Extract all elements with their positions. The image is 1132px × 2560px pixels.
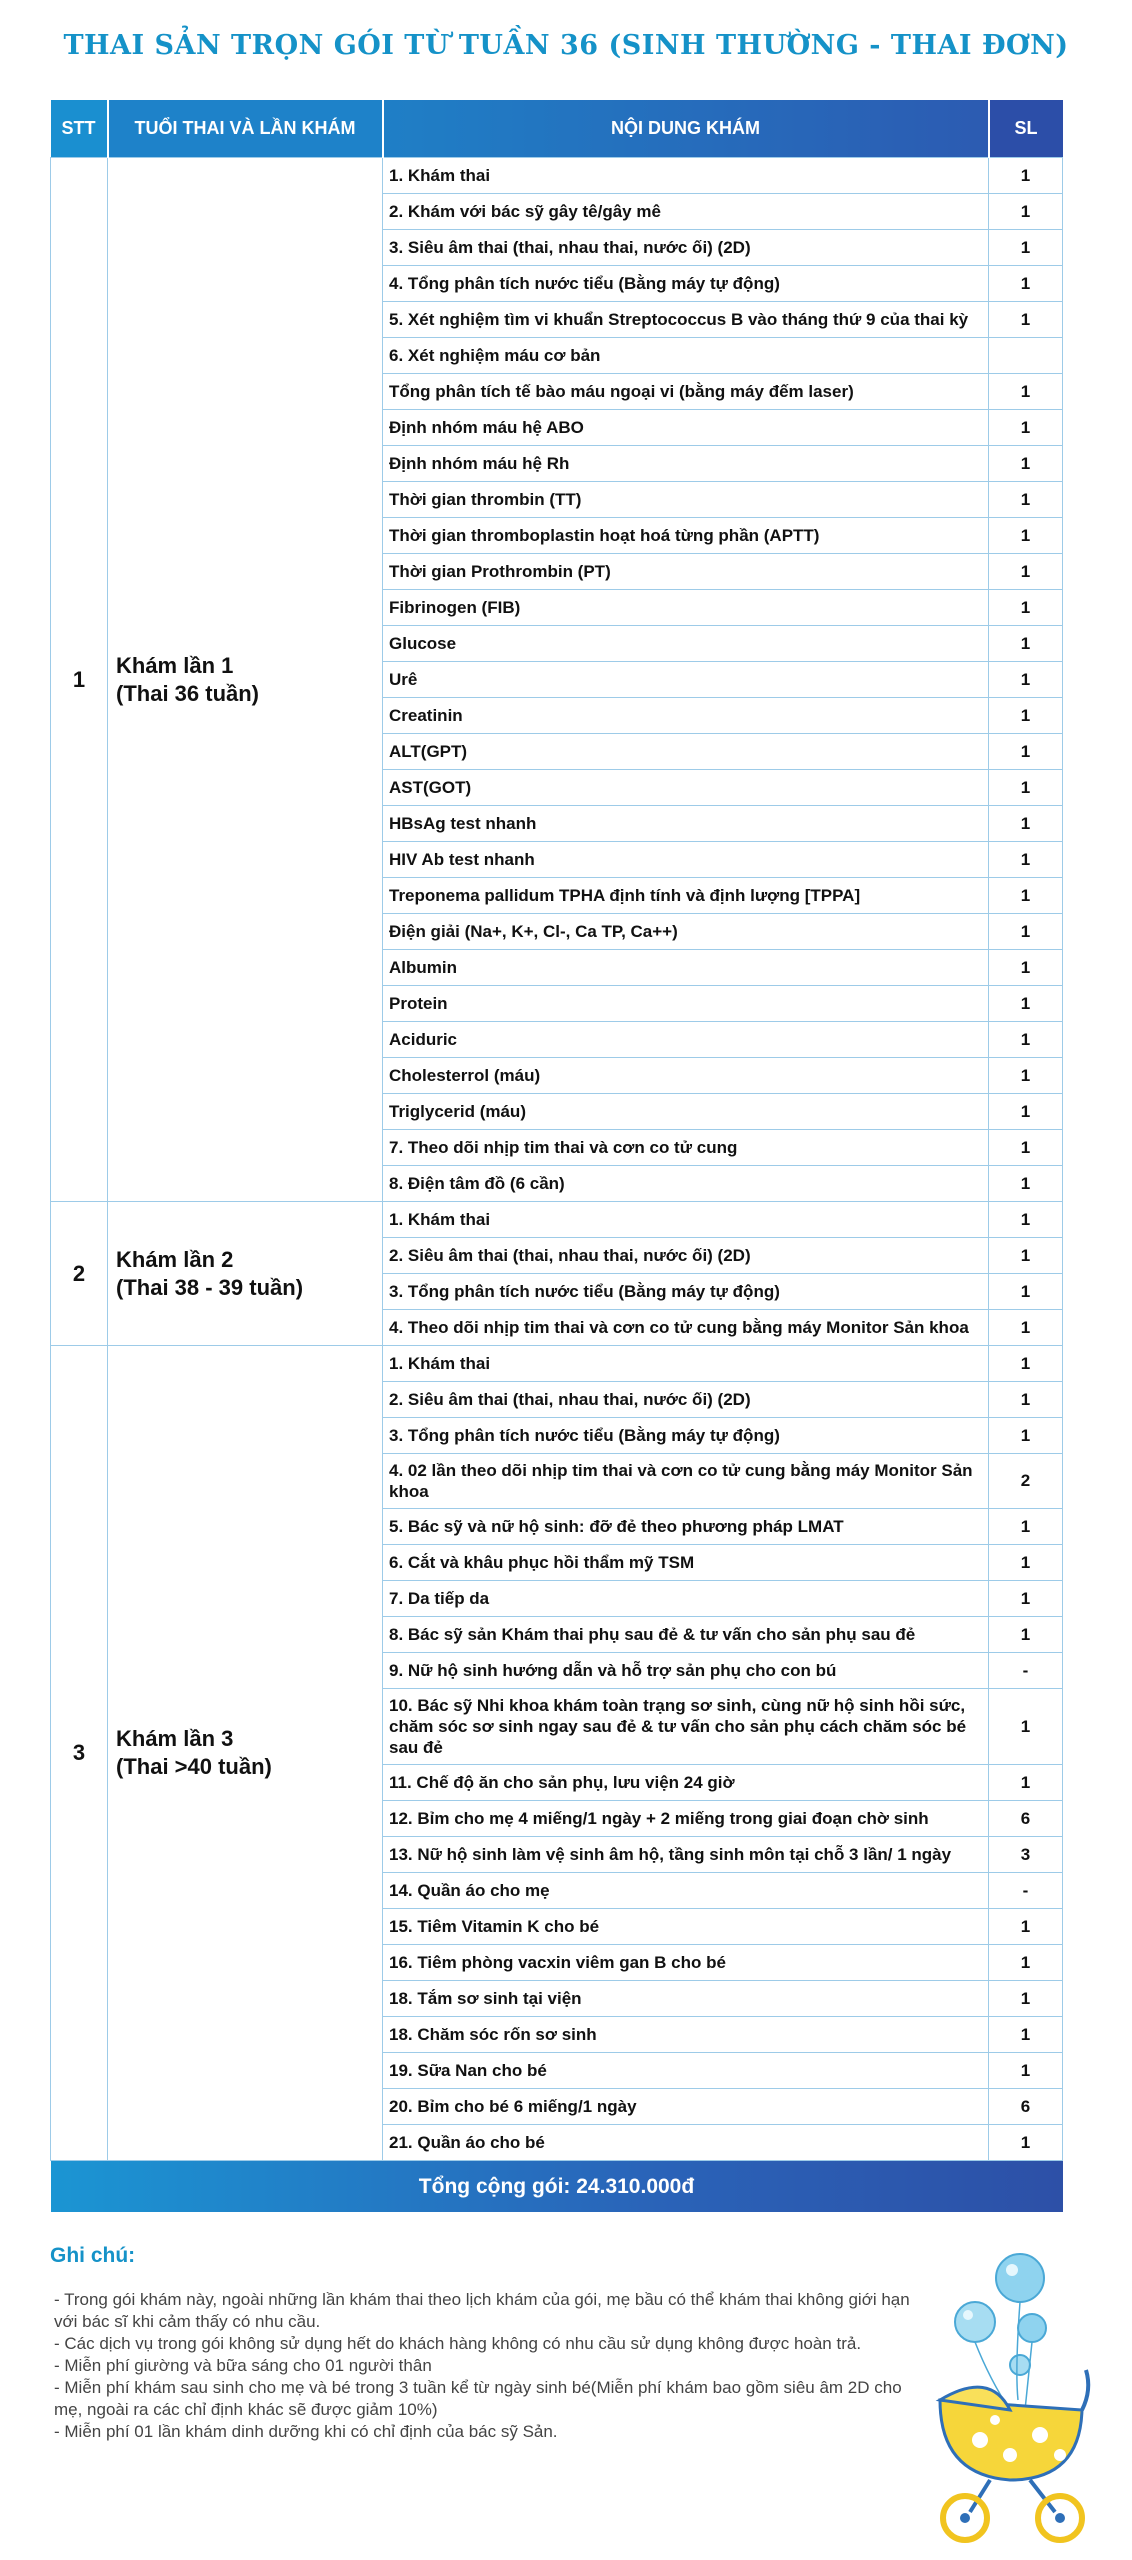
exam-quantity: 1 <box>989 1094 1063 1130</box>
exam-item: 11. Chế độ ăn cho sản phụ, lưu viện 24 giờ <box>383 1765 989 1801</box>
notes-section <box>50 2245 920 2443</box>
visit-week: (Thai 38 - 39 tuần) <box>116 1274 304 1300</box>
exam-item: 4. Tổng phân tích nước tiểu (Bằng máy tự động) <box>383 266 989 302</box>
exam-quantity: 1 <box>989 1274 1063 1310</box>
exam-item: 16. Tiêm phòng vacxin viêm gan B cho bé <box>383 1945 989 1981</box>
exam-quantity: 1 <box>989 914 1063 950</box>
exam-quantity <box>989 338 1063 374</box>
exam-quantity: 1 <box>989 194 1063 230</box>
exam-item: 7. Da tiếp da <box>383 1581 989 1617</box>
exam-item: 5. Xét nghiệm tìm vi khuẩn Streptococcus B vào tháng thứ 9 của thai kỳ <box>383 302 989 338</box>
exam-item: 10. Bác sỹ Nhi khoa khám toàn trạng sơ sinh, cùng nữ hộ sinh hồi sức, chăm sóc sơ sinh ngay sau đẻ & tư vấn cho sản phụ cách chăm sóc bé sau đẻ <box>383 1689 989 1765</box>
exam-item: 2. Khám với bác sỹ gây tê/gây mê <box>383 194 989 230</box>
exam-quantity: 6 <box>989 2089 1063 2125</box>
exam-item: Fibrinogen (FIB) <box>383 590 989 626</box>
visit-cell <box>108 1346 383 2161</box>
exam-quantity: 1 <box>989 1509 1063 1545</box>
exam-quantity: 1 <box>989 2125 1063 2161</box>
exam-quantity: 1 <box>989 1909 1063 1945</box>
exam-item: Tổng phân tích tế bào máu ngoại vi (bằng máy đếm laser) <box>383 374 989 410</box>
exam-quantity: 1 <box>989 626 1063 662</box>
exam-quantity: 1 <box>989 1617 1063 1653</box>
exam-quantity: 1 <box>989 158 1063 194</box>
exam-quantity: 1 <box>989 1310 1063 1346</box>
header-content: NỘI DUNG KHÁM <box>383 100 989 158</box>
exam-quantity: 6 <box>989 1801 1063 1837</box>
exam-item: 2. Siêu âm thai (thai, nhau thai, nước ối) (2D) <box>383 1238 989 1274</box>
exam-item: 8. Bác sỹ sản Khám thai phụ sau đẻ & tư vấn cho sản phụ sau đẻ <box>383 1617 989 1653</box>
exam-quantity: 1 <box>989 734 1063 770</box>
package-table <box>50 100 1063 2212</box>
exam-quantity: 1 <box>989 662 1063 698</box>
exam-item: 6. Cắt và khâu phục hồi thẩm mỹ TSM <box>383 1545 989 1581</box>
note-line: - Trong gói khám này, ngoài những lần khám thai theo lịch khám của gói, mẹ bầu có thể khám thai không giới hạn với bác sĩ khi cảm thấy có nhu cầu. <box>54 2290 910 2331</box>
exam-item: 5. Bác sỹ và nữ hộ sinh: đỡ đẻ theo phương pháp LMAT <box>383 1509 989 1545</box>
total-price: Tổng cộng gói: 24.310.000đ <box>51 2161 1063 2213</box>
notes-title: Ghi chú: <box>50 2244 136 2267</box>
exam-item: 4. 02 lần theo dõi nhịp tim thai và cơn co tử cung bằng máy Monitor Sản khoa <box>383 1454 989 1509</box>
exam-quantity: 1 <box>989 1981 1063 2017</box>
exam-item: 3. Siêu âm thai (thai, nhau thai, nước ối) (2D) <box>383 230 989 266</box>
row-number: 1 <box>51 158 108 1202</box>
exam-item: 1. Khám thai <box>383 1346 989 1382</box>
exam-quantity: 1 <box>989 950 1063 986</box>
exam-quantity: 1 <box>989 1130 1063 1166</box>
exam-quantity: 1 <box>989 1202 1063 1238</box>
exam-item: 9. Nữ hộ sinh hướng dẫn và hỗ trợ sản phụ cho con bú <box>383 1653 989 1689</box>
row-number: 2 <box>51 1202 108 1346</box>
exam-quantity: 1 <box>989 1382 1063 1418</box>
note-line: - Miễn phí 01 lần khám dinh dưỡng khi có chỉ định của bác sỹ Sản. <box>54 2422 558 2441</box>
page-title: THAI SẢN TRỌN GÓI TỪ TUẦN 36 (SINH THƯỜNG - THAI ĐƠN) <box>63 30 1069 61</box>
table-row <box>51 158 1063 194</box>
exam-item: Định nhóm máu hệ Rh <box>383 446 989 482</box>
exam-quantity: 1 <box>989 446 1063 482</box>
exam-quantity: 1 <box>989 482 1063 518</box>
exam-quantity: 1 <box>989 554 1063 590</box>
exam-quantity: 1 <box>989 1346 1063 1382</box>
header-visit: TUỔI THAI VÀ LẦN KHÁM <box>108 100 383 158</box>
exam-item: Protein <box>383 986 989 1022</box>
package-table-wrapper <box>50 100 1062 2212</box>
exam-item: 8. Điện tâm đồ (6 cần) <box>383 1166 989 1202</box>
visit-label: Khám lần 1 <box>116 652 234 678</box>
exam-quantity: 1 <box>989 590 1063 626</box>
exam-item: Cholesterrol (máu) <box>383 1058 989 1094</box>
row-number: 3 <box>51 1346 108 2161</box>
exam-item: Glucose <box>383 626 989 662</box>
exam-quantity: 1 <box>989 1418 1063 1454</box>
exam-quantity: 1 <box>989 806 1063 842</box>
exam-item: Aciduric <box>383 1022 989 1058</box>
exam-quantity: 1 <box>989 1545 1063 1581</box>
header-quantity: SL <box>989 100 1063 158</box>
exam-quantity: 1 <box>989 878 1063 914</box>
total-row <box>51 2161 1063 2213</box>
table-row <box>51 1202 1063 1238</box>
exam-item: 7. Theo dõi nhịp tim thai và cơn co tử cung <box>383 1130 989 1166</box>
exam-quantity: 1 <box>989 518 1063 554</box>
exam-quantity: 1 <box>989 1238 1063 1274</box>
note-line: - Các dịch vụ trong gói không sử dụng hết do khách hàng không có nhu cầu sử dụng không được hoàn trả. <box>54 2334 862 2353</box>
exam-item: 15. Tiêm Vitamin K cho bé <box>383 1909 989 1945</box>
exam-quantity: - <box>989 1653 1063 1689</box>
exam-quantity: 1 <box>989 1022 1063 1058</box>
baby-stroller-icon <box>900 2250 1100 2550</box>
exam-item: 1. Khám thai <box>383 158 989 194</box>
exam-quantity: 1 <box>989 1689 1063 1765</box>
exam-item: Thời gian Prothrombin (PT) <box>383 554 989 590</box>
exam-item: Urê <box>383 662 989 698</box>
exam-quantity: 1 <box>989 302 1063 338</box>
exam-item: 13. Nữ hộ sinh làm vệ sinh âm hộ, tầng sinh môn tại chỗ 3 lần/ 1 ngày <box>383 1837 989 1873</box>
exam-quantity: 1 <box>989 842 1063 878</box>
exam-quantity: 1 <box>989 986 1063 1022</box>
exam-quantity: 1 <box>989 1166 1063 1202</box>
header-stt: STT <box>51 100 108 158</box>
exam-item: Triglycerid (máu) <box>383 1094 989 1130</box>
exam-item: 18. Chăm sóc rốn sơ sinh <box>383 2017 989 2053</box>
exam-quantity: 1 <box>989 1945 1063 1981</box>
exam-item: 21. Quần áo cho bé <box>383 2125 989 2161</box>
visit-cell <box>108 1202 383 1346</box>
exam-item: 19. Sữa Nan cho bé <box>383 2053 989 2089</box>
table-header-row <box>51 100 1063 158</box>
exam-quantity: 1 <box>989 2053 1063 2089</box>
exam-item: Định nhóm máu hệ ABO <box>383 410 989 446</box>
visit-week: (Thai 36 tuần) <box>116 680 260 706</box>
exam-item: Điện giải (Na+, K+, Cl-, Ca TP, Ca++) <box>383 914 989 950</box>
exam-item: 2. Siêu âm thai (thai, nhau thai, nước ối) (2D) <box>383 1382 989 1418</box>
exam-quantity: 1 <box>989 230 1063 266</box>
exam-item: 12. Bỉm cho mẹ 4 miếng/1 ngày + 2 miếng trong giai đoạn chờ sinh <box>383 1801 989 1837</box>
exam-quantity: - <box>989 1873 1063 1909</box>
exam-quantity: 1 <box>989 698 1063 734</box>
exam-item: Creatinin <box>383 698 989 734</box>
exam-item: 1. Khám thai <box>383 1202 989 1238</box>
exam-quantity: 1 <box>989 374 1063 410</box>
exam-item: 14. Quần áo cho mẹ <box>383 1873 989 1909</box>
visit-week: (Thai >40 tuần) <box>116 1754 272 1779</box>
exam-quantity: 1 <box>989 410 1063 446</box>
exam-item: 18. Tắm sơ sinh tại viện <box>383 1981 989 2017</box>
exam-quantity: 1 <box>989 770 1063 806</box>
exam-quantity: 1 <box>989 1765 1063 1801</box>
exam-quantity: 1 <box>989 266 1063 302</box>
exam-item: Thời gian thromboplastin hoạt hoá từng phần (APTT) <box>383 518 989 554</box>
exam-item: 3. Tổng phân tích nước tiểu (Bằng máy tự động) <box>383 1274 989 1310</box>
exam-quantity: 3 <box>989 1837 1063 1873</box>
table-body <box>51 158 1063 2161</box>
exam-item: Thời gian thrombin (TT) <box>383 482 989 518</box>
exam-quantity: 1 <box>989 1581 1063 1617</box>
exam-item: 20. Bỉm cho bé 6 miếng/1 ngày <box>383 2089 989 2125</box>
note-line: - Miễn phí giường và bữa sáng cho 01 người thân <box>54 2356 432 2375</box>
exam-item: HBsAg test nhanh <box>383 806 989 842</box>
visit-label: Khám lần 3 <box>116 1726 234 1751</box>
visit-cell <box>108 158 383 1202</box>
exam-item: Treponema pallidum TPHA định tính và định lượng [TPPA] <box>383 878 989 914</box>
note-line: - Miễn phí khám sau sinh cho mẹ và bé trong 3 tuần kể từ ngày sinh bé(Miễn phí khám bao gồm siêu âm 2D cho mẹ, ngoài ra các chỉ định khác sẽ được giảm 10%) <box>54 2378 902 2419</box>
exam-item: HIV Ab test nhanh <box>383 842 989 878</box>
exam-quantity: 1 <box>989 1058 1063 1094</box>
exam-item: 6. Xét nghiệm máu cơ bản <box>383 338 989 374</box>
exam-item: AST(GOT) <box>383 770 989 806</box>
exam-quantity: 1 <box>989 2017 1063 2053</box>
exam-item: ALT(GPT) <box>383 734 989 770</box>
exam-quantity: 2 <box>989 1454 1063 1509</box>
table-row <box>51 1346 1063 1382</box>
exam-item: 4. Theo dõi nhịp tim thai và cơn co tử cung bằng máy Monitor Sản khoa <box>383 1310 989 1346</box>
exam-item: Albumin <box>383 950 989 986</box>
exam-item: 3. Tổng phân tích nước tiểu (Bằng máy tự động) <box>383 1418 989 1454</box>
visit-label: Khám lần 2 <box>116 1246 234 1272</box>
